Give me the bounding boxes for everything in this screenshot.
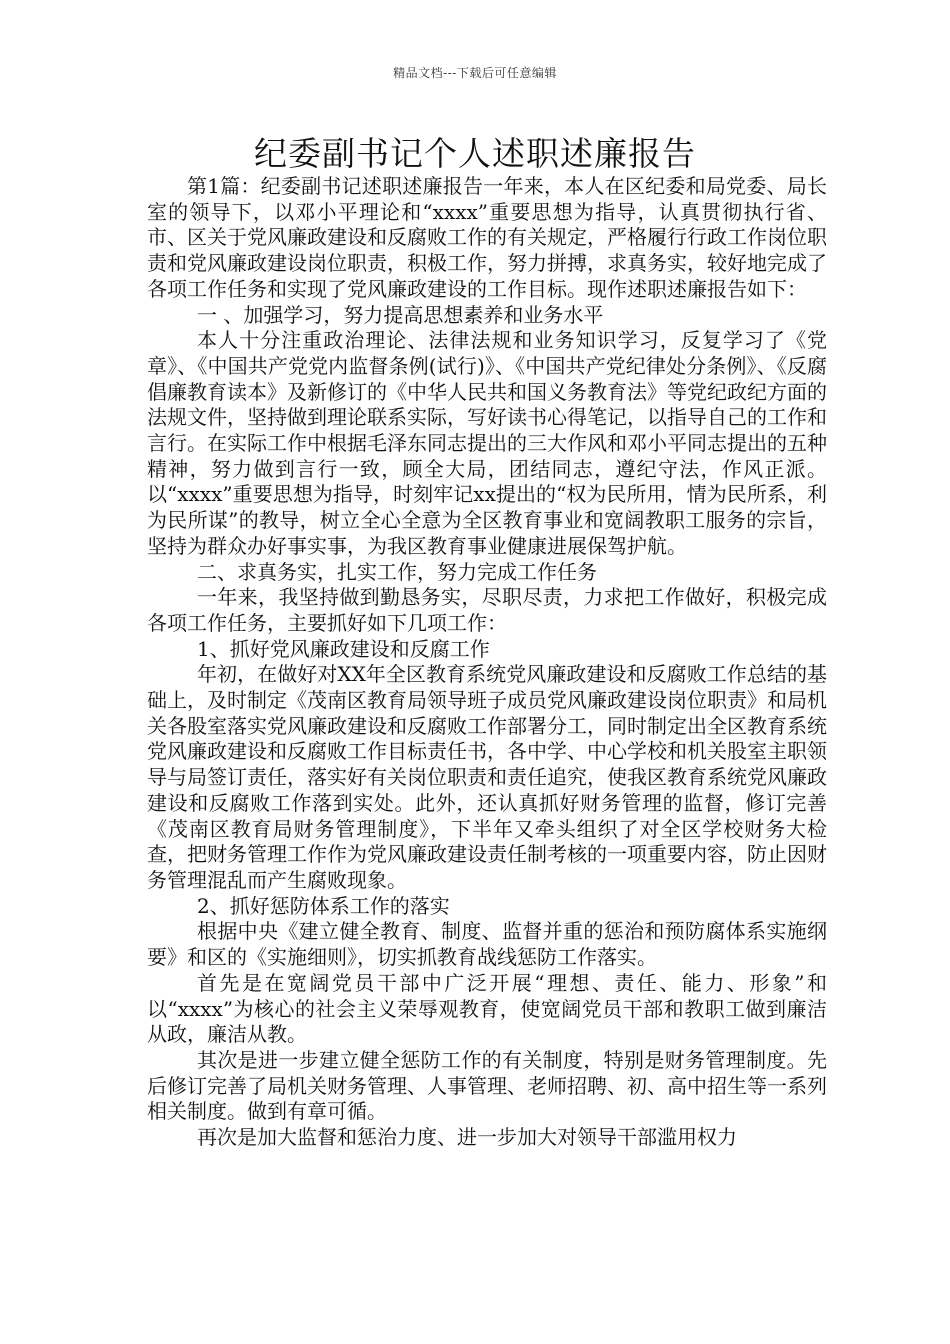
paragraph: 根据中央《建立健全教育、制度、监督并重的惩治和预防腐体系实施纲要》和区的《实施细则》，切实抓教育战线惩防工作落实。: [147, 919, 827, 970]
paragraph: 本人十分注重政治理论、法律法规和业务知识学习，反复学习了《党章》、《中国共产党党内监督条例(试行)》、《中国共产党纪律处分条例》、《反腐倡廉教育读本》及新修订的《中华人民共和国义务教育法》等党纪政纪方面的法规文件，坚持做到理论联系实际，写好读书心得笔记，以指导自己的工作和言行。在实际工作中根据毛泽东同志提出的三大作风和邓小平同志提出的五种精神，努力做到言行一致，顾全大局，团结同志，遵纪守法，作风正派。以“xxxx”重要思想为指导，时刻牢记xx提出的“权为民所用，情为民所系，利为民所谋”的教导，树立全心全意为全区教育事业和宽阔教职工服务的宗旨，坚持为群众办好事实事，为我区教育事业健康进展保驾护航。: [147, 328, 827, 558]
paragraph: 其次是进一步建立健全惩防工作的有关制度，特别是财务管理制度。先后修订完善了局机关财务管理、人事管理、老师招聘、初、高中招生等一系列相关制度。做到有章可循。: [147, 1047, 827, 1124]
paragraph: 一年来，我坚持做到勤恳务实，尽职尽责，力求把工作做好，积极完成各项工作任务，主要抓好如下几项工作：: [147, 585, 827, 635]
document-body: [147, 174, 827, 1151]
paragraph: 首先是在宽阔党员干部中广泛开展“理想、责任、能力、形象”和以“xxxx”为核心的社会主义荣辱观教育，使宽阔党员干部和教职工做到廉洁从政，廉洁从教。: [147, 970, 827, 1047]
paragraph: 年初，在做好对XX年全区教育系统党风廉政建设和反腐败工作总结的基础上，及时制定《茂南区教育局领导班子成员党风廉政建设岗位职责》和局机关各股室落实党风廉政建设和反腐败工作部署分工，同时制定出全区教育系统党风廉政建设和反腐败工作目标责任书，各中学、中心学校和机关股室主职领导与局签订责任，落实好有关岗位职责和责任追究，使我区教育系统党风廉政建设和反腐败工作落到实处。此外，还认真抓好财务管理的监督，修订完善《茂南区教育局财务管理制度》，下半年又牵头组织了对全区学校财务大检查，把财务管理工作作为党风廉政建设责任制考核的一项重要内容，防止因财务管理混乱而产生腐败现象。: [147, 662, 827, 892]
paragraph: 1、抓好党风廉政建设和反腐工作: [197, 636, 490, 661]
paragraph: 二、求真务实，扎实工作，努力完成工作任务: [197, 559, 597, 584]
paragraph: 再次是加大监督和惩治力度、进一步加大对领导干部滥用权力: [197, 1125, 737, 1150]
paragraph: 2、抓好惩防体系工作的落实: [197, 893, 450, 918]
paragraph: 一 、加强学习，努力提高思想素养和业务水平: [197, 302, 604, 327]
paragraph: 第1篇：纪委副书记述职述廉报告一年来，本人在区纪委和局党委、局长室的领导下，以邓小平理论和“xxxx”重要思想为指导，认真贯彻执行省、市、区关于党风廉政建设和反腐败工作的有关规定，严格履行行政工作岗位职责和党风廉政建设岗位职责，积极工作，努力拼搏，求真务实，较好地完成了各项工作任务和实现了党风廉政建设的工作目标。现作述职述廉报告如下：: [147, 174, 827, 301]
document-title: 纪委副书记个人述职述廉报告: [254, 134, 696, 173]
header-note: 精品文档---下载后可任意编辑: [393, 66, 557, 80]
